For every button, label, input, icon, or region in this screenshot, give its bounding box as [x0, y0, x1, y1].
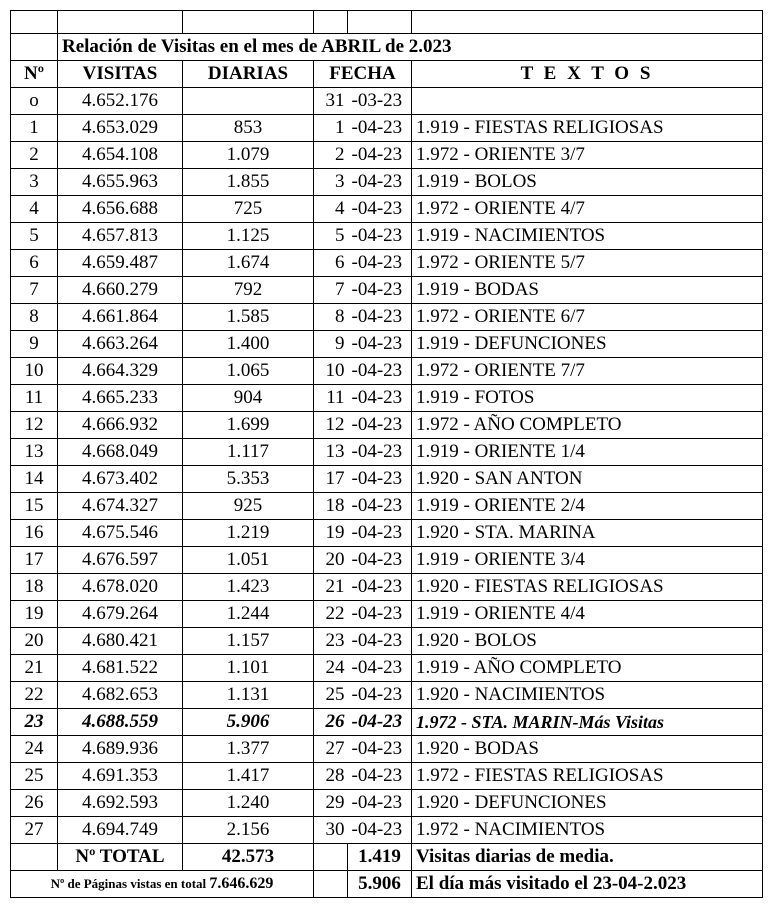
row-diarias: 1.051 — [183, 547, 314, 574]
row-texto: 1.919 - FOTOS — [412, 385, 763, 412]
row-dia: 4 — [314, 196, 348, 223]
paginas-label: Nº de Páginas vistas en total — [50, 876, 207, 891]
row-visitas: 4.654.108 — [58, 142, 183, 169]
row-texto: 1.920 - BOLOS — [412, 628, 763, 655]
row-mes: -04-23 — [348, 412, 412, 439]
row-number: 9 — [11, 331, 58, 358]
row-visitas: 4.680.421 — [58, 628, 183, 655]
table-row — [11, 520, 763, 547]
table-row — [11, 763, 763, 790]
row-number: 18 — [11, 574, 58, 601]
row-dia: 25 — [314, 682, 348, 709]
row-number: 16 — [11, 520, 58, 547]
row-diarias: 1.585 — [183, 304, 314, 331]
row-dia: 9 — [314, 331, 348, 358]
row-dia: 18 — [314, 493, 348, 520]
row-diarias: 725 — [183, 196, 314, 223]
row-texto: 1.972 - NACIMIENTOS — [412, 817, 763, 844]
row-number: o — [11, 88, 58, 115]
row-number: 1 — [11, 115, 58, 142]
table-row — [11, 439, 763, 466]
row-mes: -04-23 — [348, 817, 412, 844]
row-visitas: 4.682.653 — [58, 682, 183, 709]
row-visitas: 4.676.597 — [58, 547, 183, 574]
row-texto: 1.972 - ORIENTE 7/7 — [412, 358, 763, 385]
row-dia: 28 — [314, 763, 348, 790]
title-row — [11, 34, 763, 61]
row-dia: 21 — [314, 574, 348, 601]
row-diarias: 1.125 — [183, 223, 314, 250]
table-row — [11, 547, 763, 574]
row-visitas: 4.674.327 — [58, 493, 183, 520]
table-row — [11, 277, 763, 304]
row-dia: 26 — [314, 709, 348, 736]
row-texto: 1.972 - ORIENTE 4/7 — [412, 196, 763, 223]
header-num: Nº — [11, 61, 58, 88]
table-row — [11, 304, 763, 331]
row-texto: 1.919 - ORIENTE 2/4 — [412, 493, 763, 520]
row-mes: -04-23 — [348, 169, 412, 196]
row-visitas: 4.653.029 — [58, 115, 183, 142]
max-value: 5.906 — [348, 871, 412, 898]
paginas-value: 7.646.629 — [209, 875, 274, 892]
row-visitas: 4.678.020 — [58, 574, 183, 601]
header-visitas: VISITAS — [58, 61, 183, 88]
table-title: Relación de Visitas en el mes de ABRIL de 2.023 — [58, 34, 763, 61]
row-texto: 1.920 - SAN ANTON — [412, 466, 763, 493]
row-number: 3 — [11, 169, 58, 196]
total-label: Nº TOTAL — [58, 844, 183, 871]
row-dia: 20 — [314, 547, 348, 574]
table-row — [11, 223, 763, 250]
table-row — [11, 250, 763, 277]
row-visitas: 4.681.522 — [58, 655, 183, 682]
table-row — [11, 736, 763, 763]
table-row — [11, 628, 763, 655]
row-visitas: 4.692.593 — [58, 790, 183, 817]
row-diarias: 1.157 — [183, 628, 314, 655]
row-texto: 1.972 - ORIENTE 6/7 — [412, 304, 763, 331]
row-texto: 1.920 - NACIMIENTOS — [412, 682, 763, 709]
row-texto — [412, 88, 763, 115]
row-mes: -04-23 — [348, 709, 412, 736]
row-number: 10 — [11, 358, 58, 385]
row-number: 12 — [11, 412, 58, 439]
row-texto: 1.920 - STA. MARINA — [412, 520, 763, 547]
row-diarias: 904 — [183, 385, 314, 412]
table-row — [11, 385, 763, 412]
row-mes: -04-23 — [348, 466, 412, 493]
table-row — [11, 493, 763, 520]
row-visitas: 4.694.749 — [58, 817, 183, 844]
row-diarias: 1.219 — [183, 520, 314, 547]
max-text: El día más visitado el 23-04-2.023 — [412, 871, 763, 898]
row-mes: -04-23 — [348, 682, 412, 709]
row-visitas: 4.663.264 — [58, 331, 183, 358]
visits-sheet — [10, 10, 762, 906]
row-visitas: 4.660.279 — [58, 277, 183, 304]
row-diarias: 1.117 — [183, 439, 314, 466]
row-diarias: 1.674 — [183, 250, 314, 277]
row-dia: 11 — [314, 385, 348, 412]
row-dia: 30 — [314, 817, 348, 844]
row-diarias: 1.101 — [183, 655, 314, 682]
table-row — [11, 601, 763, 628]
row-diarias: 1.240 — [183, 790, 314, 817]
row-number: 17 — [11, 547, 58, 574]
row-texto: 1.920 - BODAS — [412, 736, 763, 763]
row-texto: 1.920 - FIESTAS RELIGIOSAS — [412, 574, 763, 601]
row-number: 20 — [11, 628, 58, 655]
row-number: 24 — [11, 736, 58, 763]
row-texto: 1.919 - BOLOS — [412, 169, 763, 196]
row-mes: -04-23 — [348, 358, 412, 385]
table-row — [11, 142, 763, 169]
header-textos: T E X T O S — [412, 61, 763, 88]
row-texto: 1.919 - BODAS — [412, 277, 763, 304]
media-value: 1.419 — [348, 844, 412, 871]
row-diarias: 1.065 — [183, 358, 314, 385]
row-texto: 1.919 - DEFUNCIONES — [412, 331, 763, 358]
row-visitas: 4.673.402 — [58, 466, 183, 493]
row-number: 26 — [11, 790, 58, 817]
row-dia: 29 — [314, 790, 348, 817]
row-visitas: 4.665.233 — [58, 385, 183, 412]
row-texto: 1.972 - FIESTAS RELIGIOSAS — [412, 763, 763, 790]
row-texto: 1.919 - ORIENTE 3/4 — [412, 547, 763, 574]
row-mes: -04-23 — [348, 385, 412, 412]
row-dia: 6 — [314, 250, 348, 277]
row-number: 25 — [11, 763, 58, 790]
row-number: 13 — [11, 439, 58, 466]
table-row — [11, 88, 763, 115]
row-dia: 13 — [314, 439, 348, 466]
row-diarias: 5.353 — [183, 466, 314, 493]
row-mes: -04-23 — [348, 736, 412, 763]
row-dia: 23 — [314, 628, 348, 655]
media-text: Visitas diarias de media. — [412, 844, 763, 871]
row-number: 4 — [11, 196, 58, 223]
blank-top-row — [11, 11, 763, 34]
row-dia: 12 — [314, 412, 348, 439]
row-texto: 1.919 - AÑO COMPLETO — [412, 655, 763, 682]
row-number: 14 — [11, 466, 58, 493]
table-row — [11, 115, 763, 142]
table-row — [11, 169, 763, 196]
row-number: 11 — [11, 385, 58, 412]
row-number: 27 — [11, 817, 58, 844]
row-dia: 31 — [314, 88, 348, 115]
row-mes: -04-23 — [348, 520, 412, 547]
row-number: 23 — [11, 709, 58, 736]
row-visitas: 4.664.329 — [58, 358, 183, 385]
row-mes: -03-23 — [348, 88, 412, 115]
row-dia: 22 — [314, 601, 348, 628]
table-row — [11, 682, 763, 709]
row-dia: 7 — [314, 277, 348, 304]
table-row — [11, 655, 763, 682]
table-row — [11, 574, 763, 601]
row-dia: 5 — [314, 223, 348, 250]
row-dia: 19 — [314, 520, 348, 547]
total-row — [11, 844, 763, 871]
row-diarias: 1.400 — [183, 331, 314, 358]
row-number: 15 — [11, 493, 58, 520]
row-dia: 8 — [314, 304, 348, 331]
row-texto: 1.972 - ORIENTE 3/7 — [412, 142, 763, 169]
row-diarias: 1.699 — [183, 412, 314, 439]
row-mes: -04-23 — [348, 115, 412, 142]
row-visitas: 4.675.546 — [58, 520, 183, 547]
row-diarias: 1.377 — [183, 736, 314, 763]
row-visitas: 4.679.264 — [58, 601, 183, 628]
row-mes: -04-23 — [348, 628, 412, 655]
table-row — [11, 196, 763, 223]
row-mes: -04-23 — [348, 331, 412, 358]
row-dia: 2 — [314, 142, 348, 169]
row-mes: -04-23 — [348, 601, 412, 628]
row-diarias: 2.156 — [183, 817, 314, 844]
row-number: 5 — [11, 223, 58, 250]
row-mes: -04-23 — [348, 142, 412, 169]
row-texto: 1.972 - AÑO COMPLETO — [412, 412, 763, 439]
row-mes: -04-23 — [348, 493, 412, 520]
row-diarias: 1.423 — [183, 574, 314, 601]
header-diarias: DIARIAS — [183, 61, 314, 88]
visits-table — [10, 10, 763, 898]
row-visitas: 4.668.049 — [58, 439, 183, 466]
paginas-total — [11, 871, 314, 898]
row-number: 6 — [11, 250, 58, 277]
row-mes: -04-23 — [348, 547, 412, 574]
row-mes: -04-23 — [348, 763, 412, 790]
row-dia: 1 — [314, 115, 348, 142]
row-visitas: 4.656.688 — [58, 196, 183, 223]
row-mes: -04-23 — [348, 790, 412, 817]
row-number: 2 — [11, 142, 58, 169]
row-mes: -04-23 — [348, 574, 412, 601]
row-dia: 17 — [314, 466, 348, 493]
row-mes: -04-23 — [348, 250, 412, 277]
header-fecha: FECHA — [314, 61, 412, 88]
footer-row — [11, 871, 763, 898]
row-texto: 1.972 - STA. MARIN-Más Visitas — [412, 709, 763, 736]
row-mes: -04-23 — [348, 655, 412, 682]
table-row — [11, 466, 763, 493]
row-visitas: 4.691.353 — [58, 763, 183, 790]
row-visitas: 4.659.487 — [58, 250, 183, 277]
row-visitas: 4.652.176 — [58, 88, 183, 115]
row-texto: 1.919 - FIESTAS RELIGIOSAS — [412, 115, 763, 142]
header-row — [11, 61, 763, 88]
row-diarias: 5.906 — [183, 709, 314, 736]
row-dia: 24 — [314, 655, 348, 682]
row-diarias: 1.244 — [183, 601, 314, 628]
table-row — [11, 358, 763, 385]
row-mes: -04-23 — [348, 223, 412, 250]
row-diarias: 792 — [183, 277, 314, 304]
row-texto: 1.919 - NACIMIENTOS — [412, 223, 763, 250]
row-diarias: 853 — [183, 115, 314, 142]
row-visitas: 4.657.813 — [58, 223, 183, 250]
table-row — [11, 709, 763, 736]
row-dia: 27 — [314, 736, 348, 763]
row-number: 22 — [11, 682, 58, 709]
row-mes: -04-23 — [348, 277, 412, 304]
row-mes: -04-23 — [348, 196, 412, 223]
row-dia: 3 — [314, 169, 348, 196]
row-diarias: 925 — [183, 493, 314, 520]
table-row — [11, 790, 763, 817]
row-visitas: 4.688.559 — [58, 709, 183, 736]
row-diarias: 1.855 — [183, 169, 314, 196]
row-dia: 10 — [314, 358, 348, 385]
row-visitas: 4.689.936 — [58, 736, 183, 763]
row-number: 7 — [11, 277, 58, 304]
row-mes: -04-23 — [348, 439, 412, 466]
row-number: 21 — [11, 655, 58, 682]
row-visitas: 4.655.963 — [58, 169, 183, 196]
row-texto: 1.919 - ORIENTE 1/4 — [412, 439, 763, 466]
table-row — [11, 331, 763, 358]
row-texto: 1.919 - ORIENTE 4/4 — [412, 601, 763, 628]
row-visitas: 4.661.864 — [58, 304, 183, 331]
row-diarias: 1.131 — [183, 682, 314, 709]
row-number: 19 — [11, 601, 58, 628]
row-number: 8 — [11, 304, 58, 331]
row-diarias: 1.079 — [183, 142, 314, 169]
row-mes: -04-23 — [348, 304, 412, 331]
table-row — [11, 412, 763, 439]
row-diarias: 1.417 — [183, 763, 314, 790]
total-value: 42.573 — [183, 844, 314, 871]
row-texto: 1.972 - ORIENTE 5/7 — [412, 250, 763, 277]
row-diarias — [183, 88, 314, 115]
row-texto: 1.920 - DEFUNCIONES — [412, 790, 763, 817]
table-row — [11, 817, 763, 844]
row-visitas: 4.666.932 — [58, 412, 183, 439]
